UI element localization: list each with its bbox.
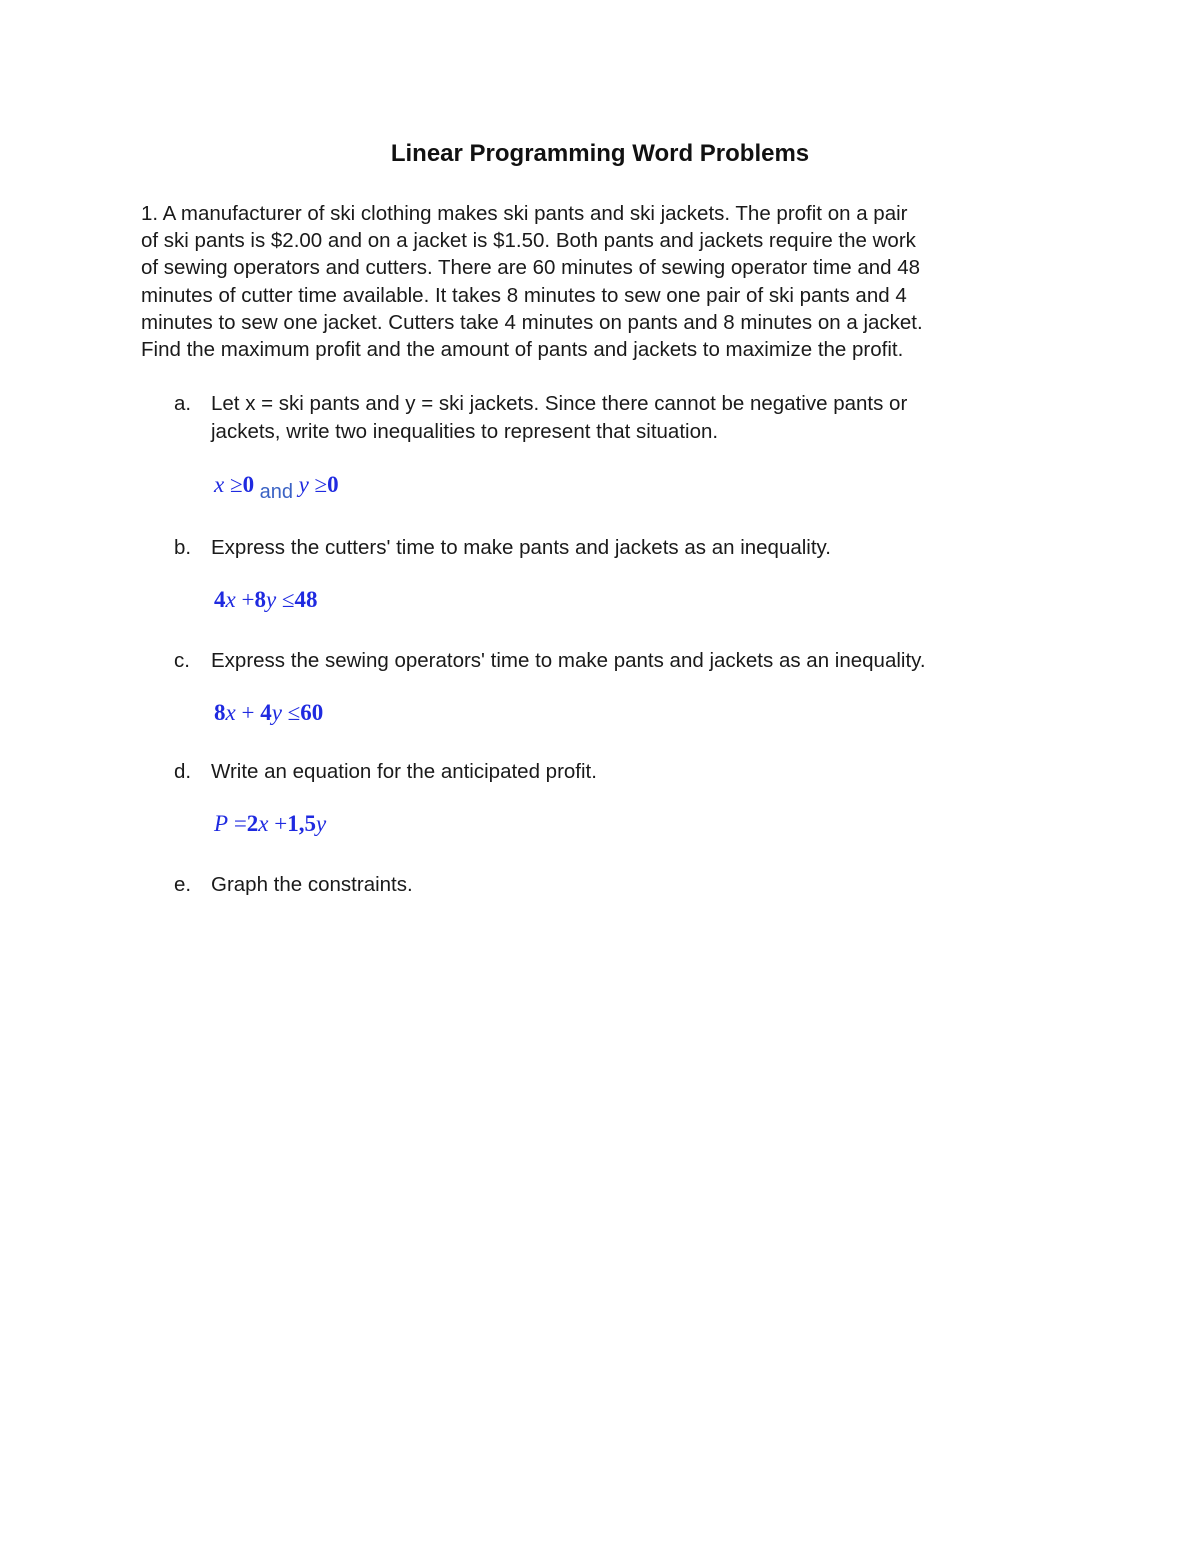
part-b-answer [214, 587, 318, 613]
math-operator: + [268, 811, 288, 836]
math-variable: x [214, 472, 225, 497]
statement-line: of ski pants is $2.00 and on a jacket is $1.50. Both pants and jackets require the work [141, 229, 916, 253]
math-number: 4 [260, 700, 272, 725]
part-line: Express the sewing operators' time to make pants and jackets as an inequality. [211, 649, 926, 672]
part-letter: e. [174, 873, 192, 896]
part-line: Express the cutters' time to make pants and jackets as an inequality. [211, 536, 831, 559]
math-operator: = [228, 811, 247, 836]
math-variable: y [265, 587, 277, 612]
math-operator: ≤ [276, 587, 295, 612]
part-letter: d. [174, 760, 192, 783]
part-text [211, 871, 413, 899]
connector-text: and [254, 481, 299, 503]
math-variable: x [225, 700, 236, 725]
statement-line: of sewing operators and cutters. There are 60 minutes of sewing operator time and 48 [141, 256, 921, 280]
math-variable: x [225, 587, 236, 612]
math-operator: + [235, 587, 255, 612]
part-text [211, 534, 831, 562]
part-a-answer [214, 472, 339, 503]
part-line: Let x = ski pants and y = ski jackets. Since there cannot be negative pants or [211, 392, 908, 415]
part-letter: a. [174, 392, 192, 415]
math-variable: y [271, 700, 282, 725]
math-number: 48 [294, 587, 318, 612]
math-operator: ≤ [281, 700, 301, 725]
statement-line: Find the maximum profit and the amount of pants and jackets to maximize the profit. [141, 338, 904, 362]
part-text [211, 390, 907, 446]
math-variable: y [316, 811, 327, 836]
math-number: 2 [246, 811, 259, 836]
part-line: jackets, write two inequalities to represent that situation. [211, 420, 719, 443]
math-number: 8 [214, 700, 226, 725]
statement-line: 1. A manufacturer of ski clothing makes ski pants and ski jackets. The profit on a pair [141, 202, 908, 225]
statement-line: minutes of cutter time available. It takes 8 minutes to sew one pair of ski pants and 4 [141, 283, 907, 307]
part-d-answer [214, 811, 326, 837]
page-title: Linear Programming Word Problems [390, 140, 810, 167]
part-letter: b. [174, 536, 192, 559]
part-text [211, 758, 597, 786]
part-c-answer [214, 700, 323, 726]
math-number: 0 [327, 472, 339, 497]
part-text [211, 647, 926, 675]
math-variable: P [214, 811, 229, 836]
math-variable: x [258, 811, 269, 836]
math-number: 0 [242, 472, 255, 497]
problem-1-statement [141, 200, 1061, 363]
part-line: Write an equation for the anticipated profit. [211, 760, 597, 783]
math-number: 4 [214, 587, 226, 612]
math-variable: y [298, 472, 309, 497]
math-operator: + [235, 700, 261, 725]
part-letter: c. [174, 649, 190, 672]
math-number: 60 [300, 700, 324, 725]
math-operator: ≥ [224, 472, 243, 497]
math-operator: ≥ [308, 472, 328, 497]
part-line: Graph the constraints. [211, 873, 413, 896]
statement-line: minutes to sew one jacket. Cutters take 4 minutes on pants and 8 minutes on a jacket. [141, 310, 923, 334]
math-number: 1,5 [287, 811, 316, 836]
math-number: 8 [254, 587, 266, 612]
